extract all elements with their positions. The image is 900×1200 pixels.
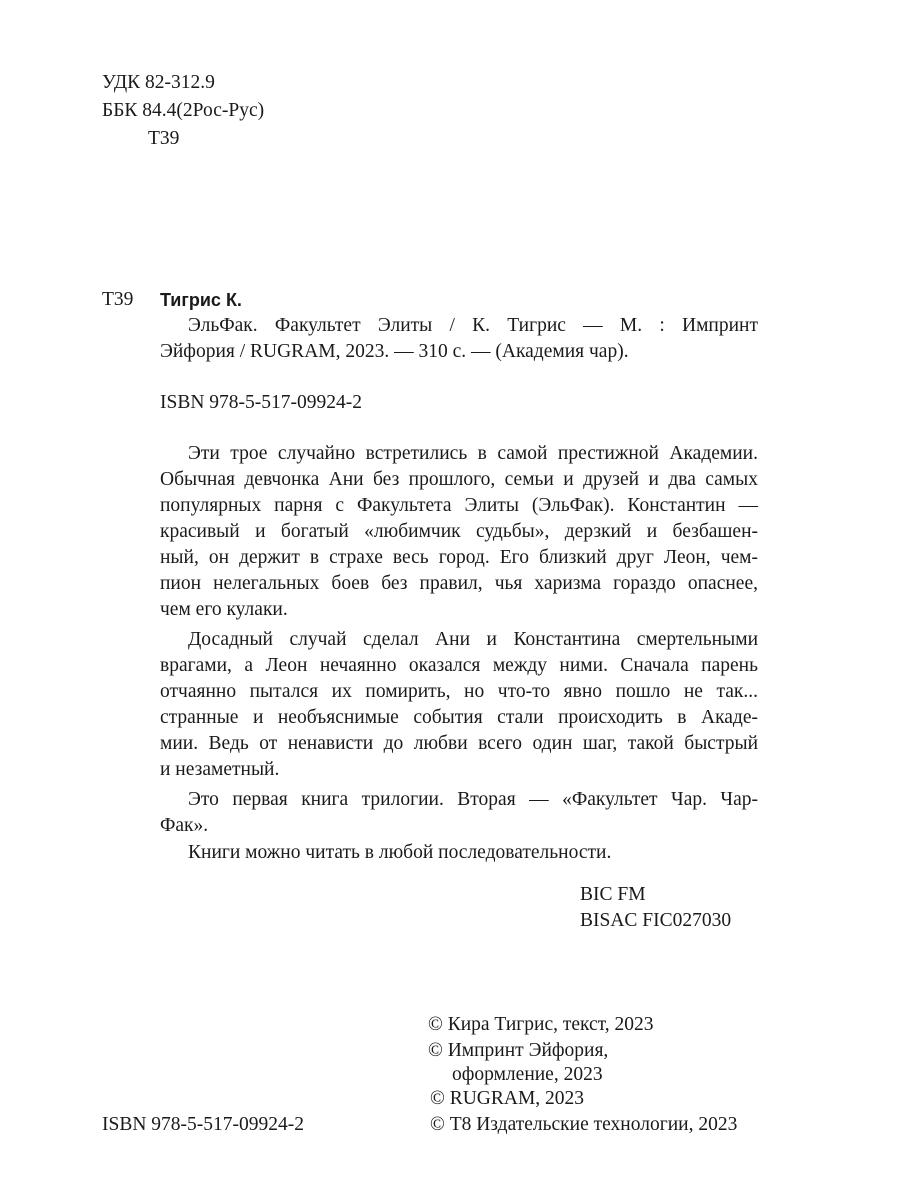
entry-title-line-1: ЭльФак. Факультет Элиты / К. Тигрис — М. : Импринт: [188, 315, 758, 336]
annotation-line: Досадный случай сделал Ани и Константина смертельными: [188, 629, 758, 650]
annotation-line: врагами, а Леон нечаянно оказался между ними. Сначала парень: [160, 655, 758, 676]
bbk-code: ББК 84.4(2Рос-Рус): [102, 100, 265, 121]
entry-mark: Т39: [102, 289, 134, 310]
annotation-line: Обычная девчонка Ани без прошлого, семьи и друзей и два самых: [160, 469, 758, 490]
copyright-imprint: © Импринт Эйфория,: [428, 1040, 609, 1061]
copyright-rugram: © RUGRAM, 2023: [430, 1088, 585, 1109]
footer-isbn: ISBN 978-5-517-09924-2: [102, 1114, 305, 1135]
annotation-line: пион нелегальных боев без правил, чья харизма гораздо опаснее,: [160, 573, 758, 594]
annotation-line: Это первая книга трилогии. Вторая — «Факультет Чар. Чар-: [188, 789, 758, 810]
udk-code: УДК 82-312.9: [102, 72, 215, 93]
bic-code: BIC FM: [580, 884, 646, 905]
annotation-line: Фак».: [160, 815, 209, 836]
annotation-line: и незаметный.: [160, 759, 280, 780]
entry-author: Тигрис К.: [160, 290, 242, 310]
annotation-line: отчаянно пытался их помирить, но что-то явно пошло не так...: [160, 681, 758, 702]
annotation-line: чем его кулаки.: [160, 599, 288, 620]
annotation-paragraph-4: Книги можно читать в любой последовательности.: [188, 842, 612, 863]
author-mark: Т39: [148, 128, 180, 149]
annotation-line: ный, он держит в страхе весь город. Его близкий друг Леон, чем-: [160, 547, 758, 568]
entry-title-line-2: Эйфория / RUGRAM, 2023. — 310 с. — (Академия чар).: [160, 341, 629, 362]
annotation-line: Эти трое случайно встретились в самой престижной Академии.: [188, 443, 758, 464]
entry-isbn: ISBN 978-5-517-09924-2: [160, 392, 363, 413]
annotation-line: странные и необъяснимые события стали происходить в Акаде-: [160, 707, 758, 728]
annotation-line: популярных парня с Факультета Элиты (ЭльФак). Константин —: [160, 495, 758, 516]
copyright-author: © Кира Тигрис, текст, 2023: [428, 1014, 654, 1035]
bisac-code: BISAC FIC027030: [580, 910, 732, 931]
annotation-line: мии. Ведь от ненависти до любви всего один шаг, такой быстрый: [160, 733, 758, 754]
annotation-line: красивый и богатый «любимчик судьбы», дерзкий и безбашен-: [160, 521, 758, 542]
copyright-imprint-design: оформление, 2023: [452, 1064, 603, 1085]
copyright-t8: © Т8 Издательские технологии, 2023: [430, 1114, 738, 1135]
